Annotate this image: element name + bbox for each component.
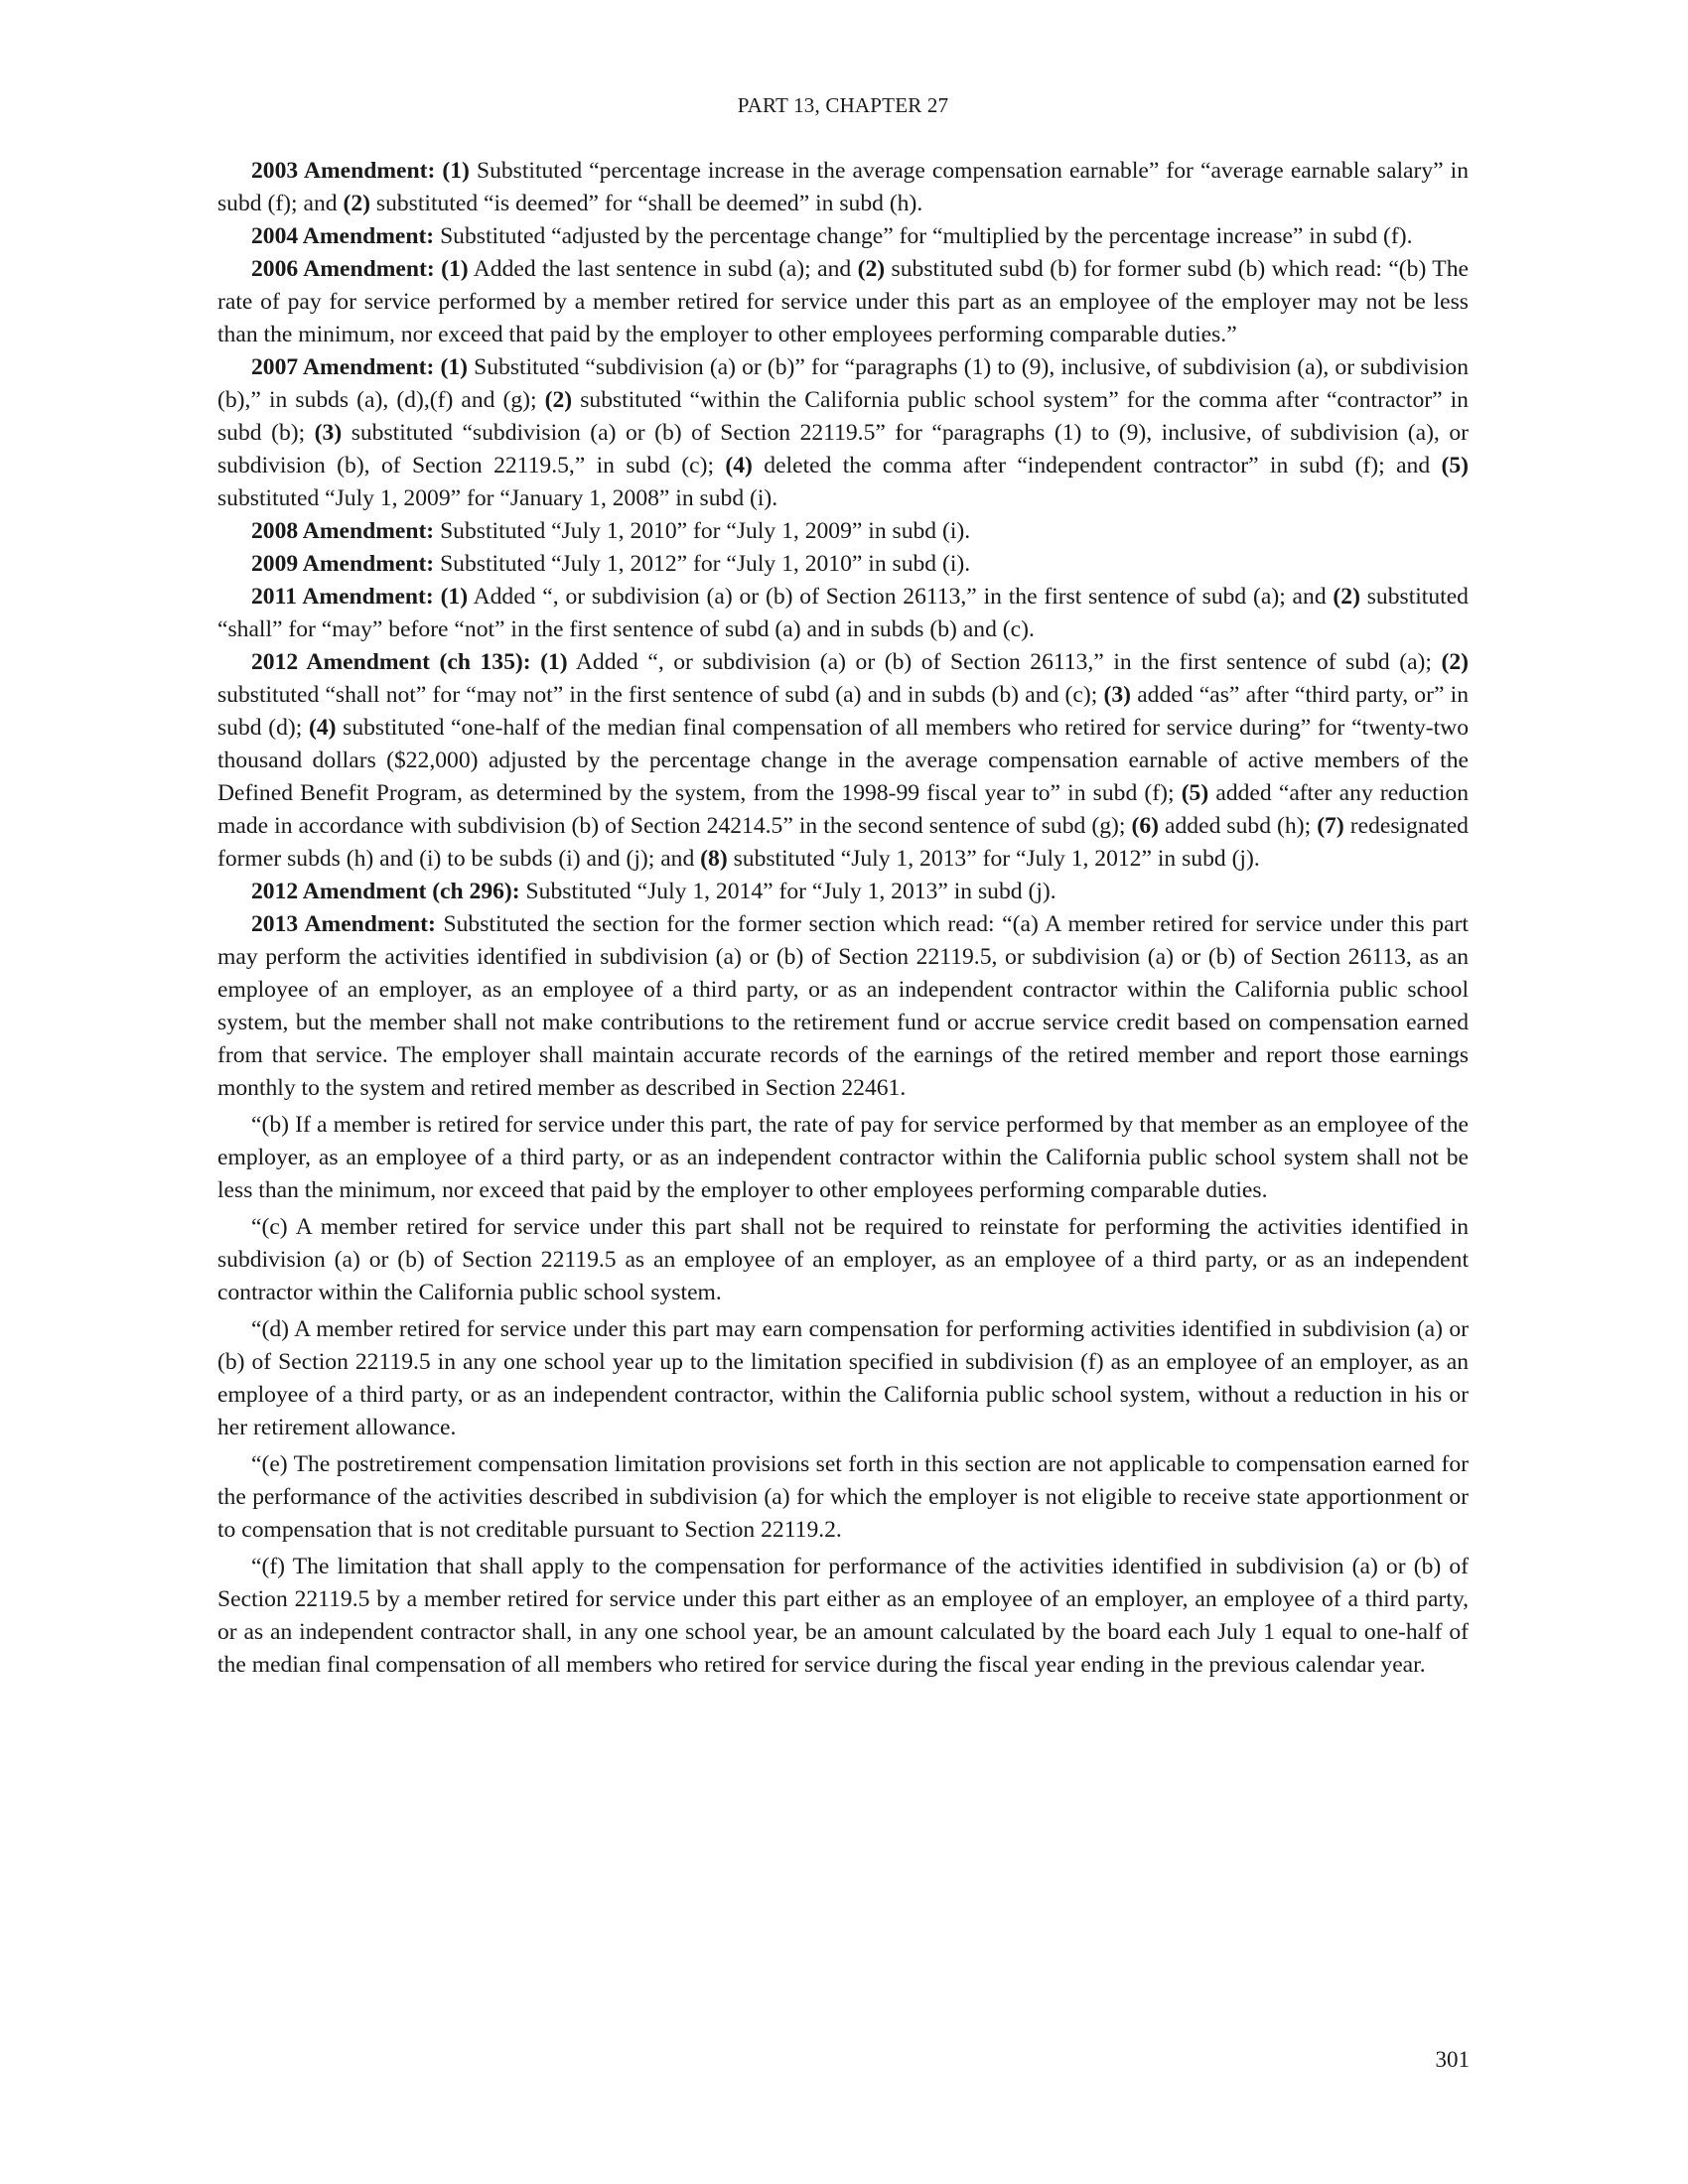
bold-text: 2006 Amendment: [251,256,442,282]
bold-text: (1) [442,158,470,184]
paragraph-text: substituted “is deemed” for “shall be deemed” in subd (h). [369,191,923,216]
paragraph-text: “(c) A member retired for service under this part shall not be required to reinstate for performing the activities identified in subdivision (a) or (b) of Section 22119.5 as an employee of an employer, as an employee of a third party, or as an independent contractor within the California public school system. [217,1214,1469,1305]
paragraph-text: substituted “subdivision (a) or (b) of Section 22119.5” for “paragraphs (1) to (9), inclusive, of subdivision (a), or subdivision (b), of Section 22119.5,” in subd (c); [217,420,1469,478]
page-number: 301 [1435,2047,1470,2072]
bold-text: (1) [440,354,469,380]
bold-text: (6) [1131,813,1159,839]
document-page [217,91,1469,1682]
amendment-paragraph [217,908,1469,1105]
amendment-paragraph [217,548,1469,581]
paragraph-text: redesignated former subds (h) and (i) to be subds (i) and (j); and [217,813,1469,872]
paragraph-text: “(d) A member retired for service under this part may earn compensation for performing activities identified in subdivision (a) or (b) of Section 22119.5 in any one school year up to the limitation specified in subdivision (f) as an employee of an employer, as an employee of a third party, or as an independent contractor, within the California public school system, without a reduction in his or her retirement allowance. [217,1316,1469,1440]
paragraph-text: Added “, or subdivision (a) or (b) of Section 26113,” in the first sentence of subd (a); and [468,584,1334,610]
bold-text: (1) [540,649,568,675]
bold-text: (3) [1103,682,1131,708]
bold-text: (2) [1333,584,1360,610]
bold-text: 2007 Amendment: [251,354,441,380]
paragraph-text: substituted “July 1, 2009” for “January 1, 2008” in subd (i). [217,485,778,511]
amendment-paragraph [217,220,1469,253]
paragraph-text: Substituted “subdivision (a) or (b)” for “paragraphs (1) to (9), inclusive, of subdivision (a), or subdivision (b),” in subds (a), (d),(f) and (g); [217,354,1469,413]
paragraph-text: “(e) The postretirement compensation limitation provisions set forth in this section are not applicable to compensation earned for the performance of the activities described in subdivision (a) for which the employer is not eligible to receive state apportionment or to compensation that is not creditable pursuant to Section 22119.2. [217,1451,1469,1543]
quoted-subdivision-paragraph [217,1313,1469,1444]
quoted-subdivision-paragraph [217,1448,1469,1547]
paragraph-text: added “after any reduction made in accordance with subdivision (b) of Section 24214.5” in the second sentence of subd (g); [217,780,1469,839]
quoted-subdivision-paragraph [217,1211,1469,1309]
paragraph-text: substituted “shall” for “may” before “not” in the first sentence of subd (a) and in subds (b) and (c). [217,584,1469,642]
paragraph-text: deleted the comma after “independent contractor” in subd (f); and [752,453,1442,478]
amendment-paragraph [217,646,1469,876]
bold-text: (2) [343,191,370,216]
paragraph-text: added “as” after “third party, or” in subd (d); [217,682,1469,741]
paragraph-text: Added the last sentence in subd (a); and [468,256,858,282]
paragraph-text: Substituted “adjusted by the percentage change” for “multiplied by the percentage increase” in subd (f). [440,223,1413,249]
bold-text: 2003 Amendment: [251,158,443,184]
paragraph-text: Substituted “July 1, 2010” for “July 1, 2009” in subd (i). [440,518,971,544]
paragraph-text: substituted “within the California public school system” for the comma after “contractor” in subd (b); [217,387,1469,446]
bold-text: (1) [440,584,469,610]
bold-text: (5) [1441,453,1470,478]
paragraph-text: “(b) If a member is retired for service under this part, the rate of pay for service performed by that member as an employee of the employer, as an employee of a third party, or as an independent contractor within the California public school system shall not be less than the minimum, nor exceed that paid by the employer to other employees performing comparable duties. [217,1112,1469,1203]
paragraph-text: Substituted “July 1, 2012” for “July 1, 2010” in subd (i). [440,551,971,577]
paragraph-text: substituted subd (b) for former subd (b) which read: “(b) The rate of pay for service performed by a member retired for service under this part as an employee of the employer may not be less than the minimum, nor exceed that paid by the employer to other employees performing comparable duties.” [217,256,1469,347]
running-header: PART 13, CHAPTER 27 [737,93,949,117]
amendment-paragraph [217,155,1469,220]
amendment-paragraph [217,876,1469,908]
bold-text: (3) [314,420,343,446]
quoted-subdivision-paragraph [217,1551,1469,1682]
bold-text: (5) [1181,780,1209,806]
bold-text: 2011 Amendment: [251,584,441,610]
amendment-paragraph [217,351,1469,515]
bold-text: 2012 Amendment (ch 296): [251,879,526,904]
bold-text: (2) [544,387,573,413]
paragraph-text: Substituted the section for the former section which read: “(a) A member retired for service under this part may perform the activities identified in subdivision (a) or (b) of Section 22119.5, or subdivision (a) or (b) of Section 26113, as an employee of an employer, as an employee of a third party, or as an independent contractor within the California public school system, but the member shall not make contributions to the retirement fund or accrue service credit based on compensation earned from that service. The employer shall maintain accurate records of the earnings of the retired member and report those earnings monthly to the system and retired member as described in Section 22461. [217,911,1469,1101]
bold-text: (4) [308,715,337,741]
paragraph-text: substituted “one-half of the median final compensation of all members who retired for service during” for “twenty-two thousand dollars ($22,000) adjusted by the percentage change in the average compensation earnable of active members of the Defined Benefit Program, as determined by the system, from the 1998-99 fiscal year to” in subd (f); [217,715,1470,806]
bold-text: 2012 Amendment (ch 135): [251,649,541,675]
paragraph-text: Added “, or subdivision (a) or (b) of Section 26113,” in the first sentence of subd (a); [567,649,1442,675]
amendment-paragraph [217,581,1469,646]
bold-text: (7) [1317,813,1344,839]
bold-text: 2013 Amendment: [251,911,444,937]
bold-text: 2008 Amendment: [251,518,441,544]
paragraph-text: substituted “July 1, 2013” for “July 1, 2012” in subd (j). [727,846,1260,872]
paragraph-text: Substituted “percentage increase in the average compensation earnable” for “average earnable salary” in subd (f); and [217,158,1469,216]
amendment-paragraph [217,515,1469,548]
bold-text: (8) [700,846,728,872]
bold-text: (2) [1441,649,1470,675]
bold-text: 2009 Amendment: [251,551,441,577]
bold-text: 2004 Amendment: [251,223,441,249]
paragraph-text: added subd (h); [1158,813,1318,839]
document-body [217,155,1469,1682]
amendment-paragraph [217,253,1469,351]
bold-text: (1) [441,256,469,282]
paragraph-text: substituted “shall not” for “may not” in the first sentence of subd (a) and in subds (b) and (c); [217,682,1104,708]
quoted-subdivision-paragraph [217,1109,1469,1207]
paragraph-text: “(f) The limitation that shall apply to the compensation for performance of the activities identified in subdivision (a) or (b) of Section 22119.5 by a member retired for service under this part either as an employee of an employer, an employee of a third party, or as an independent contractor shall, in any one school year, be an amount calculated by the board each July 1 equal to one-half of the median final compensation of all members who retired for service during the fiscal year ending in the previous calendar year. [217,1554,1469,1678]
bold-text: (2) [857,256,886,282]
bold-text: (4) [725,453,753,478]
paragraph-text: Substituted “July 1, 2014” for “July 1, 2013” in subd (j). [525,879,1056,904]
